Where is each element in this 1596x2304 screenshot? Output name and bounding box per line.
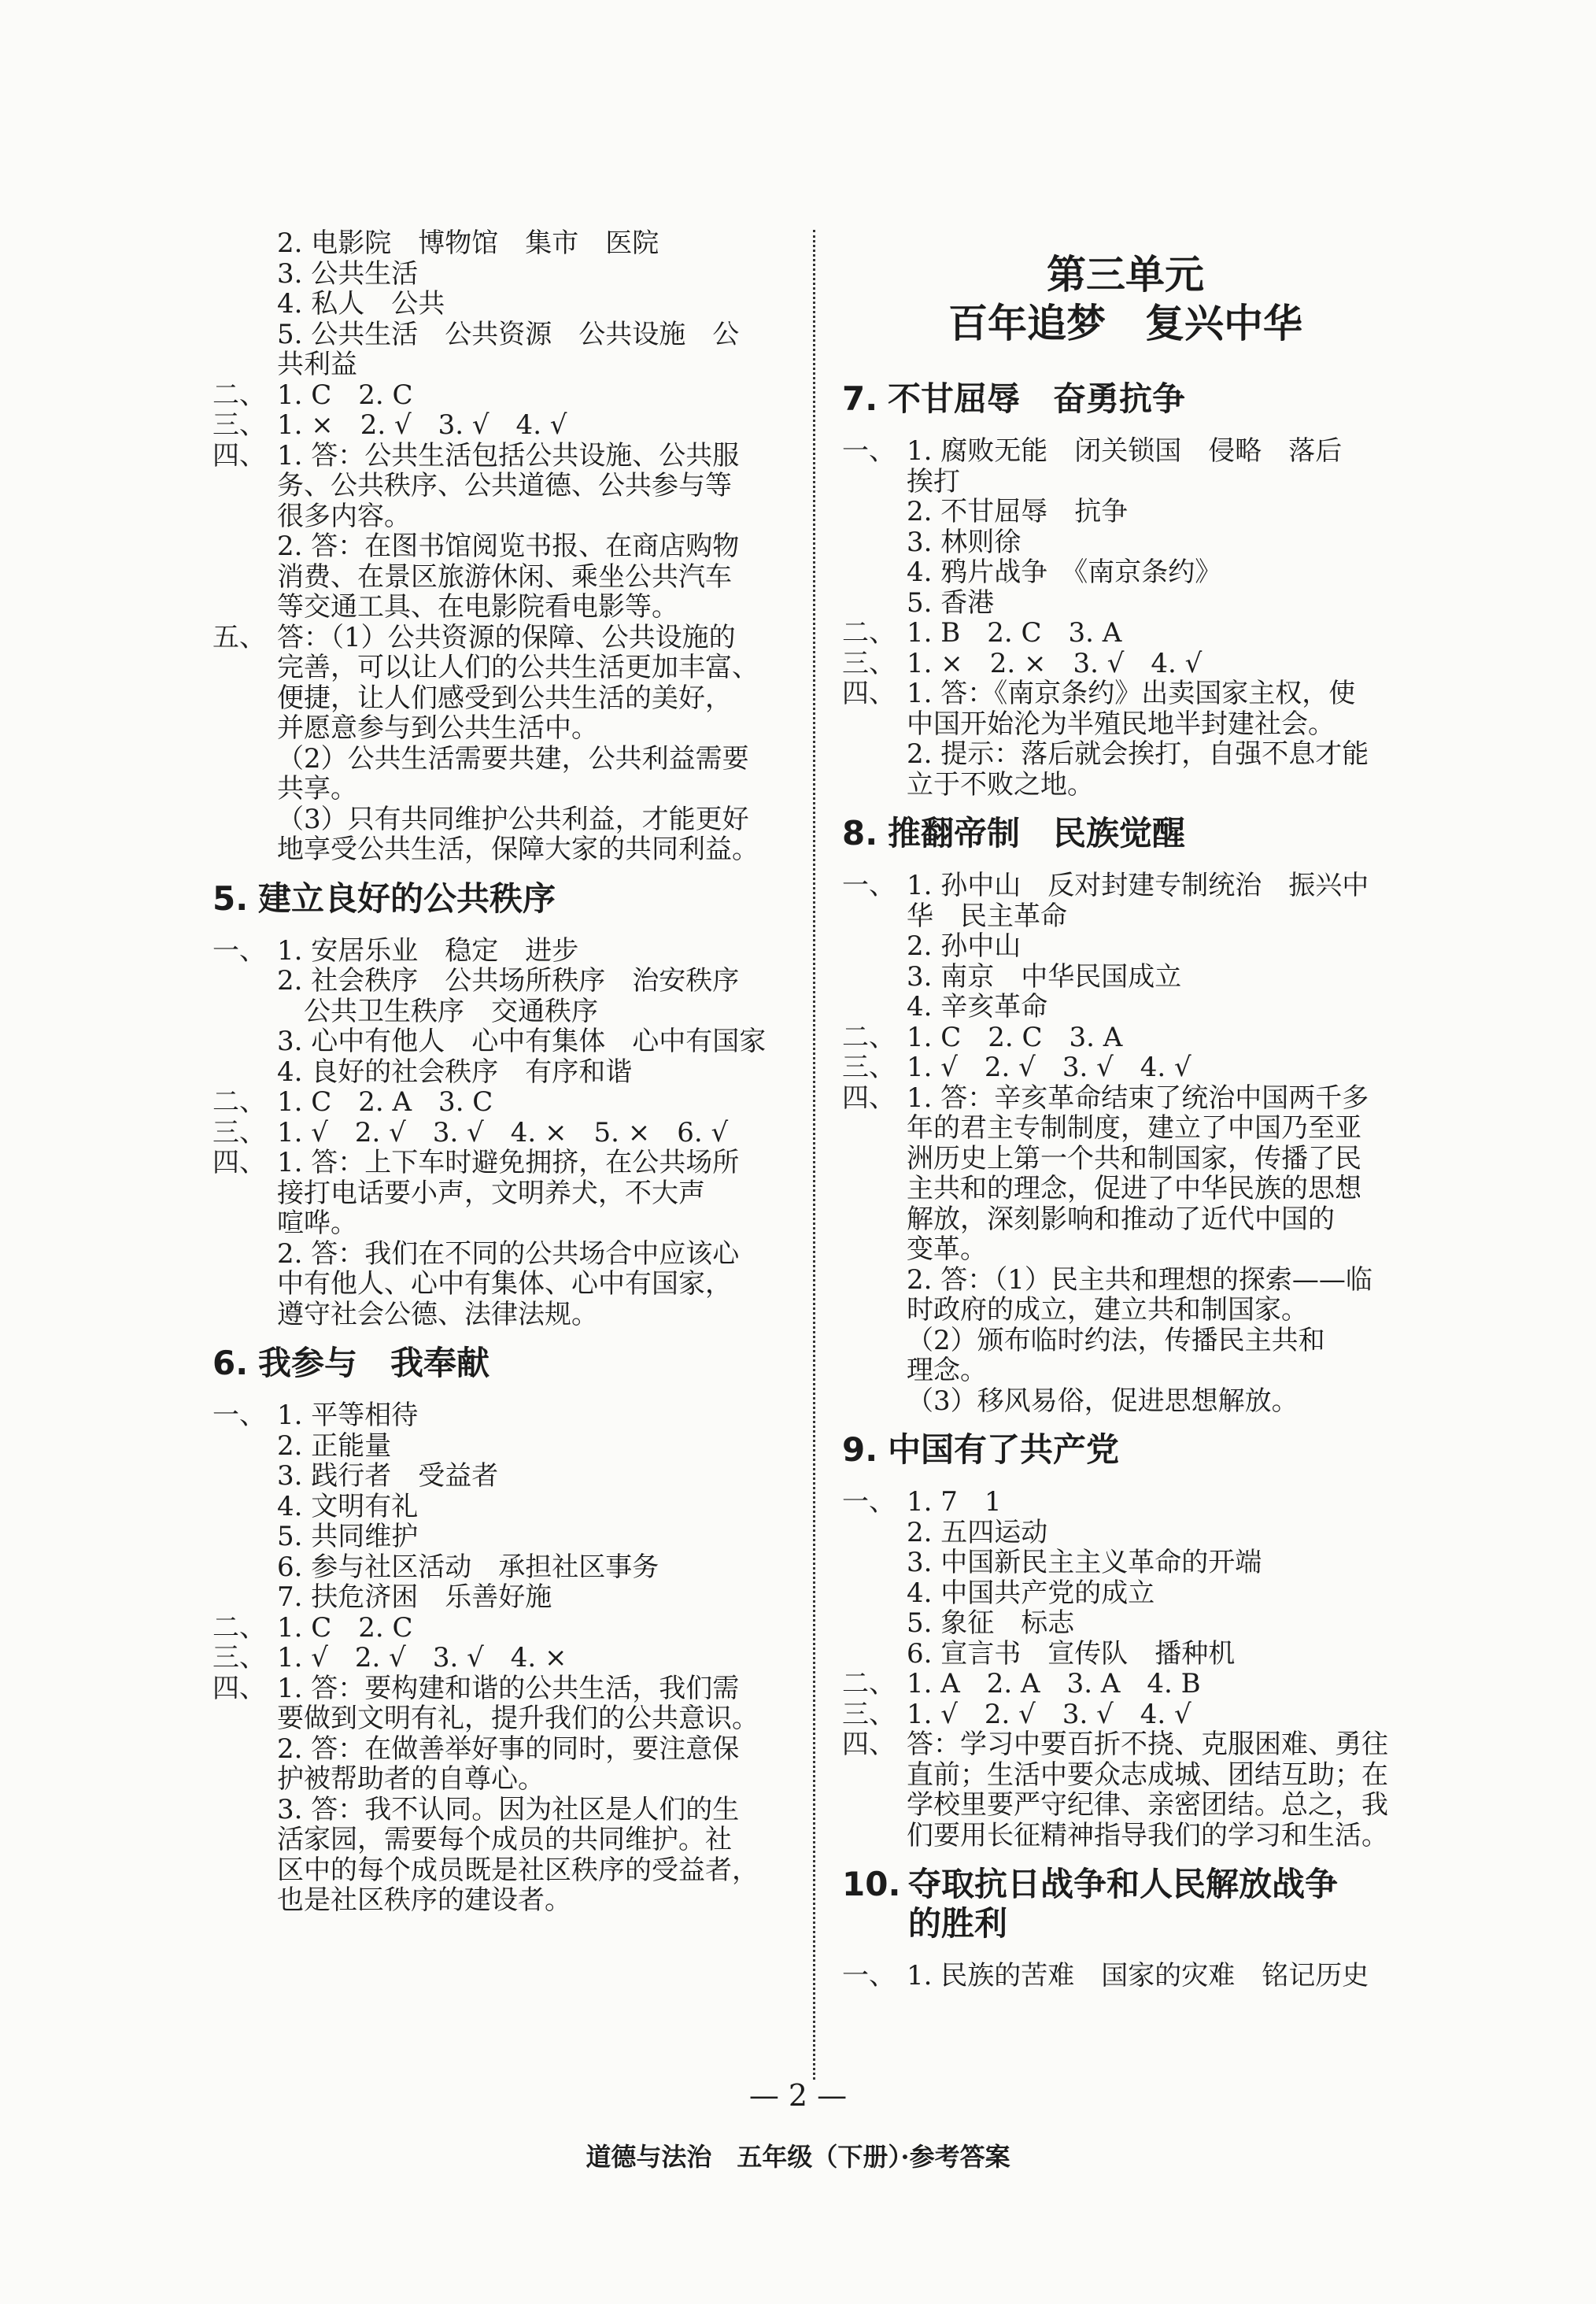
- answer-line: [842, 1729, 1409, 1760]
- question-number: 一、: [842, 870, 896, 901]
- section-heading: [212, 1344, 799, 1383]
- answer-line: [842, 871, 1409, 901]
- answer-text: 2. 不甘屈辱 抗争: [907, 496, 1129, 527]
- answer-text: 4. 鸦片战争 《南京条约》: [907, 557, 1222, 588]
- answer-line: [212, 228, 799, 259]
- answer-line: [842, 1669, 1409, 1699]
- answer-line: [842, 1234, 1409, 1265]
- answer-line: [212, 1703, 799, 1734]
- question-number: 二、: [212, 379, 266, 411]
- left-column: [212, 228, 799, 1916]
- answer-text: 1. × 2. √ 3. √ 4. √: [277, 409, 567, 441]
- section-title: 推翻帝制 民族觉醒: [888, 814, 1186, 852]
- answer-text: （2）颁布临时约法，传播民主共和: [907, 1324, 1325, 1356]
- answer-line: [212, 1431, 799, 1462]
- answer-line: [212, 713, 799, 744]
- question-number: 二、: [842, 1021, 896, 1053]
- answer-line: [842, 1487, 1409, 1518]
- answer-text: 要做到文明有礼，提升我们的公共意识。: [277, 1703, 759, 1734]
- question-number: 一、: [212, 1400, 266, 1431]
- answer-line: [842, 1083, 1409, 1114]
- section-number: 8.: [842, 814, 878, 852]
- question-number: 二、: [842, 1668, 896, 1699]
- question-number: 一、: [842, 1486, 896, 1518]
- answer-line: [212, 1400, 799, 1431]
- answer-line: [842, 1204, 1409, 1235]
- answer-text: 也是社区秩序的建设者。: [277, 1884, 571, 1916]
- answer-text: 活家园，需要每个成员的共同维护。社: [277, 1824, 732, 1855]
- answer-text: 务、公共秩序、公共道德、公共参与等: [277, 470, 732, 501]
- question-number: 四、: [842, 678, 896, 709]
- question-number: 三、: [842, 1698, 896, 1730]
- answer-line: [842, 931, 1409, 962]
- answer-line: [842, 436, 1409, 467]
- section-number: 5.: [212, 878, 249, 918]
- unit-heading: [842, 250, 1409, 348]
- answer-text: 中国开始沦为半殖民地半封建社会。: [907, 708, 1335, 740]
- answer-line: [212, 1795, 799, 1825]
- answer-text: 1. 答：公共生活包括公共设施、公共服: [277, 439, 740, 472]
- answer-text: 喧哗。: [277, 1207, 357, 1239]
- answer-text: 1. √ 2. √ 3. √ 4. √: [907, 1698, 1191, 1730]
- answer-line: [212, 349, 799, 380]
- answer-text: 3. 林则徐: [907, 526, 1022, 558]
- answer-line: [212, 1552, 799, 1583]
- answer-line: [212, 1673, 799, 1704]
- answer-line: [212, 1026, 799, 1057]
- answer-text: 1. √ 2. √ 3. √ 4. √: [907, 1052, 1191, 1083]
- answer-text: 1. 平等相待: [277, 1400, 419, 1431]
- unit-number: 第三单元: [1047, 252, 1204, 298]
- answer-line: [212, 1825, 799, 1855]
- answer-text: 挨打: [907, 465, 960, 497]
- answer-line: [842, 1760, 1409, 1791]
- question-number: 二、: [842, 617, 896, 649]
- answer-text: 华 民主革命: [907, 900, 1067, 932]
- section-number: 10.: [842, 1865, 901, 1903]
- answer-line: [842, 1174, 1409, 1204]
- question-number: 一、: [842, 1960, 896, 1991]
- answer-text: 1. 答：辛亥革命结束了统治中国两千多: [907, 1082, 1369, 1114]
- section-heading: [842, 379, 1409, 419]
- answer-line: [212, 1057, 799, 1088]
- section-title: 建立良好的公共秩序: [258, 878, 556, 918]
- answer-line: [212, 380, 799, 411]
- answer-line: [212, 1734, 799, 1765]
- answer-line: [212, 804, 799, 835]
- answer-line: [842, 467, 1409, 497]
- question-number: 三、: [842, 1052, 896, 1083]
- answer-line: [842, 1265, 1409, 1296]
- answer-line: [212, 1148, 799, 1178]
- question-number: 四、: [842, 1082, 896, 1114]
- answer-line: [212, 1492, 799, 1522]
- answer-line: [842, 1790, 1409, 1821]
- question-number: 四、: [212, 439, 266, 472]
- answer-text: 1. 答：《南京条约》出卖国家主权，使: [907, 678, 1356, 709]
- column-divider: [813, 230, 815, 2080]
- answer-line: [212, 1522, 799, 1552]
- answer-text: 2. 提示：落后就会挨打，自强不息才能: [907, 738, 1369, 770]
- answer-text: 2. 社会秩序 公共场所秩序 治安秩序: [277, 965, 740, 997]
- question-number: 四、: [842, 1729, 896, 1760]
- answer-line: [212, 936, 799, 967]
- right-items: [842, 379, 1409, 1991]
- answer-line: [842, 1023, 1409, 1053]
- answer-text: 中有他人、心中有集体、心中有国家，: [277, 1268, 732, 1300]
- answer-text: 共利益: [277, 349, 357, 380]
- answer-line: [842, 1639, 1409, 1670]
- answer-line: [212, 562, 799, 593]
- answer-line: [212, 471, 799, 501]
- answer-text: 3. 心中有他人 心中有集体 心中有国家: [277, 1026, 767, 1057]
- question-number: 二、: [212, 1611, 266, 1644]
- answer-text: 1. 安居乐业 稳定 进步: [277, 934, 579, 967]
- answer-text: 1. 腐败无能 闭关锁国 侵略 落后: [907, 435, 1343, 467]
- answer-text: 主共和的理念，促进了中华民族的思想: [907, 1173, 1361, 1204]
- answer-text: 区中的每个成员既是社区秩序的受益者，: [277, 1854, 759, 1886]
- section-heading: [842, 1865, 1409, 1943]
- answer-line: [212, 410, 799, 441]
- answer-text: 1. × 2. × 3. √ 4. √: [907, 647, 1203, 679]
- section-title: 我参与 我奉献: [258, 1344, 490, 1382]
- answer-line: [212, 1855, 799, 1886]
- answer-text: 答：学习中要百折不挠、克服困难、勇往: [907, 1729, 1388, 1760]
- answer-text: 1. √ 2. √ 3. √ 4. × 5. × 6. √: [277, 1116, 729, 1148]
- answer-line: [212, 531, 799, 562]
- answer-text: 护被帮助者的自尊心。: [277, 1763, 545, 1795]
- section-title-cont: 的胜利: [908, 1904, 1008, 1943]
- answer-text: 2. 答：我们在不同的公共场合中应该心: [277, 1237, 740, 1270]
- answer-line: [212, 834, 799, 865]
- answer-text: 立于不败之地。: [907, 768, 1094, 801]
- answer-line: [212, 1269, 799, 1300]
- answer-text: 遵守社会公德、法律法规。: [277, 1298, 598, 1330]
- answer-text: 变革。: [907, 1233, 987, 1265]
- answer-line: [212, 1300, 799, 1330]
- answer-line: [212, 1178, 799, 1209]
- answer-text: 6. 宣言书 宣传队 播种机: [907, 1637, 1236, 1670]
- answer-text: 时政府的成立，建立共和制国家。: [907, 1294, 1308, 1326]
- answer-text: （2）公共生活需要共建，公共利益需要: [277, 742, 749, 775]
- answer-text: 3. 南京 中华民国成立: [907, 960, 1182, 993]
- answer-text: 1. C 2. C 3. A: [907, 1021, 1123, 1053]
- answer-text: 理念。: [907, 1355, 987, 1386]
- answer-text: 消费、在景区旅游休闲、乘坐公共汽车: [277, 560, 732, 593]
- section-heading: [212, 879, 799, 919]
- answer-text: 1. C 2. C: [277, 1611, 413, 1644]
- question-number: 四、: [212, 1147, 266, 1178]
- answer-text: 5. 象征 标志: [907, 1607, 1075, 1639]
- answer-line: [212, 1885, 799, 1916]
- answer-text: 3. 践行者 受益者: [277, 1460, 499, 1492]
- answer-line: [842, 1355, 1409, 1386]
- answer-text: 完善，可以让人们的公共生活更加丰富、: [277, 652, 759, 683]
- answer-text: 1. 孙中山 反对封建专制统治 振兴中: [907, 870, 1369, 901]
- answer-text: 2. 答：在图书馆阅览书报、在商店购物: [277, 531, 740, 562]
- answer-line: [842, 618, 1409, 649]
- answer-text: 学校里要严守纪律、亲密团结。总之，我: [907, 1789, 1388, 1821]
- answer-text: 4. 中国共产党的成立: [907, 1577, 1155, 1609]
- answer-line: [842, 1144, 1409, 1174]
- answer-line: [842, 1326, 1409, 1356]
- section-number: 9.: [842, 1430, 878, 1469]
- answer-line: [212, 774, 799, 804]
- answer-line: [212, 966, 799, 997]
- answer-line: [212, 501, 799, 532]
- book-title: 道德与法治 五年级（下册）·参考答案: [586, 2142, 1010, 2172]
- answer-line: [212, 320, 799, 350]
- answer-line: [842, 1961, 1409, 1991]
- answer-line: [212, 1461, 799, 1492]
- answer-text: 并愿意参与到公共生活中。: [277, 712, 598, 744]
- section-number: 7.: [842, 379, 878, 418]
- answer-line: [842, 1295, 1409, 1326]
- answer-text: 公共卫生秩序 交通秩序: [304, 995, 598, 1027]
- question-number: 三、: [842, 647, 896, 679]
- answer-text: 直前；生活中要众志成城、团结互助；在: [907, 1759, 1388, 1791]
- answer-line: [842, 901, 1409, 932]
- answer-text: 4. 私人 公共: [277, 288, 445, 320]
- answer-line: [842, 1821, 1409, 1851]
- right-column: [842, 228, 1409, 1991]
- answer-line: [212, 441, 799, 472]
- page-number: — 2 —: [748, 2078, 848, 2113]
- answer-text: 等交通工具、在电影院看电影等。: [277, 591, 678, 623]
- question-number: 四、: [212, 1672, 266, 1704]
- answer-line: [212, 1613, 799, 1644]
- answer-text: 1. 民族的苦难 国家的灾难 铭记历史: [907, 1960, 1369, 1991]
- answer-line: [212, 289, 799, 320]
- answer-line: [842, 588, 1409, 619]
- answer-text: 1. 7 1: [907, 1486, 1002, 1518]
- answer-line: [212, 1643, 799, 1673]
- question-number: 一、: [212, 934, 266, 967]
- answer-line: [842, 557, 1409, 588]
- answer-line: [842, 992, 1409, 1023]
- question-number: 二、: [212, 1086, 266, 1118]
- section-number: 6.: [212, 1344, 249, 1382]
- answer-text: 1. B 2. C 3. A: [907, 617, 1122, 649]
- question-number: 一、: [842, 435, 896, 467]
- answer-line: [842, 1608, 1409, 1639]
- answer-line: [842, 1518, 1409, 1548]
- question-number: 五、: [212, 621, 266, 653]
- answer-text: 7. 扶危济困 乐善好施: [277, 1581, 552, 1613]
- answer-text: 3. 答：我不认同。因为社区是人们的生: [277, 1793, 740, 1825]
- answer-text: 解放，深刻影响和推动了近代中国的: [907, 1203, 1335, 1235]
- answer-text: 5. 共同维护: [277, 1521, 419, 1552]
- answer-line: [842, 709, 1409, 740]
- answer-line: [842, 962, 1409, 993]
- unit-title: 百年追梦 复兴中华: [948, 301, 1302, 346]
- answer-text: 2. 五四运动: [907, 1516, 1048, 1548]
- answer-text: 答：（1）公共资源的保障、公共设施的: [277, 621, 736, 653]
- answer-line: [842, 527, 1409, 558]
- answer-line: [212, 1239, 799, 1270]
- answer-line: [212, 259, 799, 290]
- answer-text: 5. 公共生活 公共资源 公共设施 公: [277, 318, 740, 350]
- answer-text: 4. 文明有礼: [277, 1490, 419, 1522]
- answer-text: 5. 香港: [907, 586, 995, 619]
- answer-line: [212, 997, 799, 1027]
- answer-line: [842, 679, 1409, 709]
- answer-text: 1. C 2. C: [277, 379, 413, 411]
- answer-text: 2. 孙中山: [907, 930, 1022, 962]
- answer-line: [212, 653, 799, 683]
- answer-line: [212, 1208, 799, 1239]
- answer-text: 1. A 2. A 3. A 4. B: [907, 1668, 1201, 1699]
- answer-line: [842, 1548, 1409, 1578]
- answer-text: 1. 答：要构建和谐的公共生活，我们需: [277, 1672, 740, 1704]
- section-heading: [842, 1430, 1409, 1470]
- answer-line: [212, 683, 799, 714]
- answer-line: [842, 649, 1409, 679]
- answer-line: [842, 739, 1409, 770]
- answer-text: 2. 答：（1）民主共和理想的探索——临: [907, 1263, 1372, 1296]
- answer-text: 地享受公共生活，保障大家的共同利益。: [277, 834, 759, 865]
- answer-text: 3. 公共生活: [277, 257, 419, 290]
- answer-text: 们要用长征精神指导我们的学习和生活。: [907, 1819, 1388, 1851]
- question-number: 三、: [212, 1116, 266, 1148]
- answer-line: [212, 1118, 799, 1148]
- answer-text: 很多内容。: [277, 500, 411, 532]
- answer-line: [212, 1087, 799, 1118]
- answer-line: [212, 623, 799, 653]
- answer-line: [842, 1699, 1409, 1730]
- answer-text: 2. 答：在做善举好事的同时，要注意保: [277, 1733, 740, 1765]
- answer-text: 1. √ 2. √ 3. √ 4. ×: [277, 1642, 567, 1673]
- answer-line: [212, 744, 799, 775]
- answer-line: [842, 1052, 1409, 1083]
- answer-line: [212, 1764, 799, 1795]
- section-title: 不甘屈辱 奋勇抗争: [888, 379, 1186, 418]
- answer-text: 便捷，让人们感受到公共生活的美好，: [277, 682, 732, 714]
- answer-text: 6. 参与社区活动 承担社区事务: [277, 1551, 659, 1583]
- answer-text: （3）移风易俗，促进思想解放。: [907, 1385, 1299, 1417]
- answer-line: [842, 1113, 1409, 1144]
- answer-text: 共享。: [277, 773, 357, 804]
- answer-text: 3. 中国新民主主义革命的开端: [907, 1547, 1262, 1578]
- answer-line: [842, 497, 1409, 527]
- question-number: 三、: [212, 1642, 266, 1673]
- answer-text: 2. 正能量: [277, 1429, 392, 1462]
- answer-text: 4. 辛亥革命: [907, 991, 1048, 1023]
- answer-text: 洲历史上第一个共和制国家，传播了民: [907, 1142, 1361, 1174]
- answer-text: 4. 良好的社会秩序 有序和谐: [277, 1056, 633, 1088]
- answer-text: 1. C 2. A 3. C: [277, 1086, 493, 1118]
- answer-text: 1. 答：上下车时避免拥挤，在公共场所: [277, 1147, 740, 1178]
- answer-line: [212, 1582, 799, 1613]
- question-number: 三、: [212, 409, 266, 441]
- answer-text: 年的君主专制制度，建立了中国乃至亚: [907, 1112, 1361, 1144]
- section-title: 夺取抗日战争和人民解放战争: [908, 1865, 1339, 1903]
- answer-line: [212, 592, 799, 623]
- answer-text: 接打电话要小声，文明养犬，不大声: [277, 1177, 705, 1209]
- answer-text: （3）只有共同维护公共利益，才能更好: [277, 803, 749, 835]
- answer-line: [842, 1578, 1409, 1609]
- answer-text: 2. 电影院 博物馆 集市 医院: [277, 227, 659, 259]
- answer-line: [842, 1386, 1409, 1417]
- section-title: 中国有了共产党: [888, 1430, 1120, 1469]
- section-heading: [842, 814, 1409, 853]
- answer-line: [842, 770, 1409, 801]
